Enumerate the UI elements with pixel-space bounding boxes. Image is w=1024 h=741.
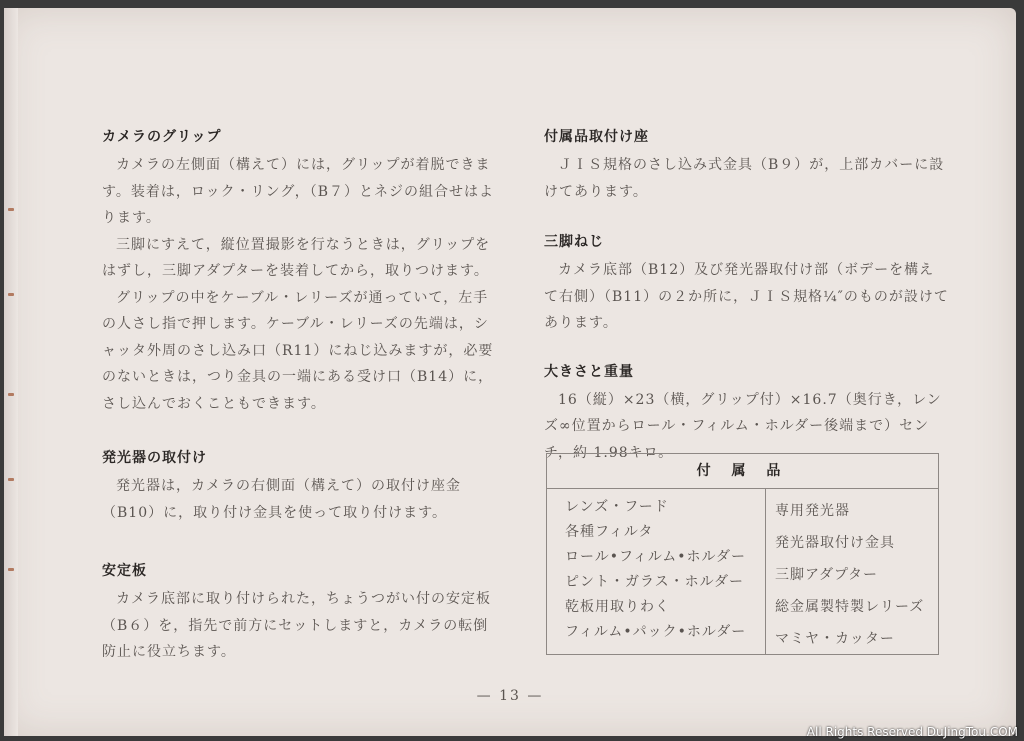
list-item: フィルム•パック•ホルダー (565, 624, 747, 640)
list-item: ピント・ガラス・ホルダー (565, 574, 745, 590)
list-item: マミヤ・カッター (775, 631, 895, 647)
accessories-left-list (565, 495, 765, 645)
section-grip (102, 126, 502, 417)
right-column (544, 126, 949, 484)
list-item: 乾板用取りわく (565, 599, 670, 615)
accessories-title: 付 属 品 (547, 454, 938, 489)
left-column (102, 126, 502, 684)
section-paragraph: 発光器は，カメラの右側面（構えて）の取付け座金（B10）に，取り付け金具を使って取り付けます。 (102, 478, 461, 521)
section-accessory-shoe (544, 126, 949, 205)
stitch-mark (8, 293, 14, 296)
accessories-body (547, 489, 938, 655)
list-item: 総金属製特製レリーズ (775, 599, 925, 615)
list-item: 三脚アダプター (775, 567, 879, 583)
section-size-weight (544, 361, 949, 467)
list-item: 発光器取付け金具 (775, 535, 895, 551)
section-heading: 安定板 (102, 563, 147, 579)
list-item: ロール•フィルム•ホルダー (565, 549, 746, 565)
list-item: 各種フィルタ (565, 524, 654, 540)
section-heading: 付属品取付け座 (544, 129, 649, 145)
accessories-right-list (775, 495, 940, 655)
page-number: — 13 — (476, 688, 544, 704)
stitch-mark (8, 393, 14, 396)
section-tripod-screw (544, 231, 949, 337)
section-paragraph: カメラ底部に取り付けられた，ちょうつがい付の安定板（B６）を，指先で前方にセットしますと，カメラの転倒防止に役立ちます。 (102, 591, 491, 660)
section-paragraph: 三脚にすえて，縦位置撮影を行なうときは，グリップをはずし，三脚アダプターを装着してから，取りつけます。 (102, 236, 491, 279)
list-item: 専用発光器 (775, 503, 850, 519)
page-binding (4, 8, 18, 736)
stitch-mark (8, 478, 14, 481)
list-item: レンズ・フード (565, 499, 669, 515)
stitch-mark (8, 568, 14, 571)
section-paragraph: グリップの中をケーブル・レリーズが通っていて，左手の人さし指で押します。ケーブル・レリーズの先端は，シャッタ外周のさし込み口（R11）にねじ込みますが，必要のないときは，つり金具の一端にある受け口（B14）に，さし込んでおくこともできます。 (102, 289, 494, 412)
table-divider (765, 489, 766, 655)
section-stabilizer (102, 560, 502, 666)
section-paragraph: カメラの左側面（構えて）には，グリップが着脱できます。装着は，ロック・リング，（B７）とネジの組合せはよります。 (102, 157, 495, 226)
section-paragraph: カメラ底部（B12）及び発光器取付け部（ボデーを構えて右側）（B11）の２か所に，ＪＩＳ規格¼″のものが設けてあります。 (544, 262, 949, 331)
section-heading: 大きさと重量 (544, 363, 634, 380)
section-paragraph: 16（縦）×23（横，グリップ付）×16.7（奥行き，レンズ∞位置からロール・フィルム・ホルダー後端まで）センチ，約 1.98キロ。 (544, 391, 942, 461)
stitch-mark (8, 208, 14, 211)
section-flash-mount (102, 447, 502, 526)
section-heading: 三脚ねじ (544, 234, 604, 250)
accessories-table (546, 453, 939, 655)
section-heading: 発光器の取付け (102, 450, 207, 466)
section-heading: カメラのグリップ (102, 129, 222, 145)
watermark: All Rights Reserved DuJingTou.COM (806, 725, 1018, 739)
section-paragraph: ＪＩＳ規格のさし込み式金具（B９）が，上部カバーに設けてあります。 (544, 157, 945, 200)
